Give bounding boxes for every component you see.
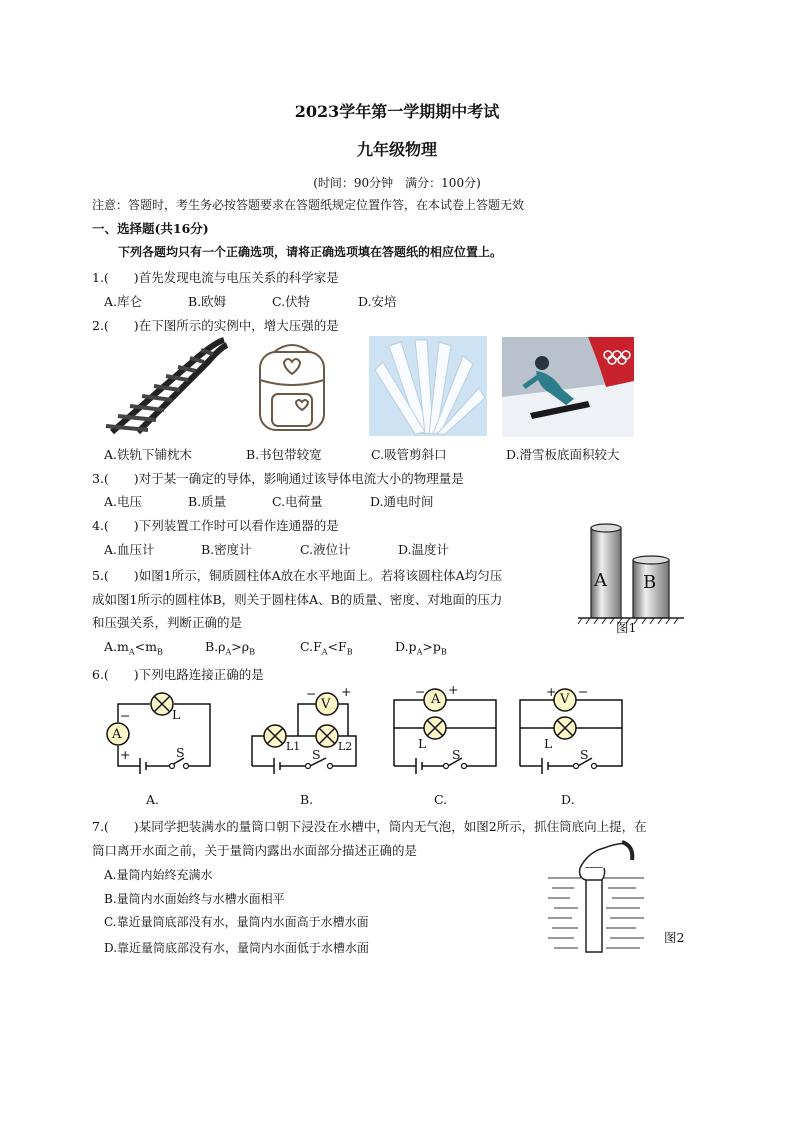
- circuit-d: [518, 688, 626, 780]
- question-stem-line1: 某同学把装满水的量筒口朝下浸没在水槽中，筒内无气泡，如图2所示，抓住筒底向上提，在: [138, 819, 647, 834]
- question-3: [92, 469, 464, 487]
- question-7-line2: 筒口离开水面之前，关于量筒内露出水面部分描述正确的是: [92, 843, 418, 858]
- plus-sign: +: [341, 684, 352, 699]
- q7-option-a: A.量筒内始终充满水: [104, 868, 213, 882]
- ammeter-label: A: [431, 692, 441, 707]
- q1-option-a: A.库仑: [104, 294, 143, 309]
- q6-option-a: A.: [146, 792, 160, 807]
- q5-option-d: $D.p_A>p_B$: [395, 639, 447, 657]
- q6-option-b: B.: [300, 792, 314, 807]
- lamp-label: L: [418, 736, 427, 751]
- question-number: 4.( ): [92, 518, 139, 533]
- q5-option-b: $B.\rho_A>\rho_B$: [205, 639, 256, 657]
- switch-label: S: [312, 747, 321, 762]
- cylinder-b-label: B: [643, 572, 657, 593]
- q3-option-a: A.电压: [104, 494, 143, 509]
- ammeter-label: A: [112, 727, 122, 742]
- notice: 注意：答题时，考生务必按答题要求在答题纸规定位置作答，在本试卷上答题无效: [92, 198, 525, 212]
- question-5-line2: 成如图1所示的圆柱体B，则关于圆柱体A、B的质量、密度、对地面的压力: [92, 592, 503, 607]
- q1-option-c: C.伏特: [272, 294, 311, 309]
- question-stem: 下列装置工作时可以看作连通器的是: [138, 518, 339, 533]
- snowboard-image: [502, 337, 634, 437]
- exam-title: 2023学年第一学期期中考试: [294, 102, 500, 121]
- cylinder-a-label: A: [594, 570, 607, 591]
- q2-option-a: A.铁轨下铺枕木: [104, 447, 193, 462]
- q6-option-c: C.: [434, 792, 448, 807]
- q7-option-b: B.量筒内水面始终与水槽水面相平: [104, 892, 285, 906]
- circuit-b: [250, 688, 362, 780]
- lamp1-label: L1: [286, 740, 301, 753]
- question-5: [92, 566, 502, 584]
- question-stem: 在下图所示的实例中，增大压强的是: [138, 318, 339, 333]
- q1-option-b: B.欧姆: [188, 294, 227, 309]
- section-heading: 一、选择题(共16分): [92, 221, 209, 236]
- q2-option-b: B.书包带较宽: [246, 447, 322, 462]
- question-stem: 首先发现电流与电压关系的科学家是: [138, 270, 339, 285]
- q7-option-c: C.靠近量筒底部没有水，量筒内水面高于水槽水面: [104, 915, 369, 929]
- figure-1-cylinders: [576, 522, 686, 626]
- minus-sign: −: [415, 684, 426, 699]
- q5-option-c: $C.F_A<F_B$: [300, 639, 353, 657]
- switch-label: S: [176, 745, 185, 760]
- q3-option-d: D.通电时间: [370, 494, 434, 509]
- q4-option-a: A.血压计: [104, 542, 155, 557]
- q3-option-c: C.电荷量: [272, 494, 323, 509]
- minus-sign: −: [120, 708, 131, 723]
- figure-1-caption: 图1: [616, 620, 637, 635]
- question-7: [92, 817, 647, 835]
- question-number: 3.( ): [92, 471, 139, 486]
- figure-2-caption: 图2: [664, 930, 685, 945]
- time-info: (时间：90分钟 满分：100分): [313, 176, 481, 190]
- question-stem: 对于某一确定的导体，影响通过该导体电流大小的物理量是: [138, 471, 464, 486]
- q2-option-c: C.吸管剪斜口: [371, 447, 447, 462]
- voltmeter-label: V: [321, 697, 331, 712]
- plus-sign: +: [120, 747, 131, 762]
- section-instruction: 下列各题均只有一个正确选项，请将正确选项填在答题纸的相应位置上。: [118, 245, 503, 259]
- circuit-c: [392, 688, 500, 780]
- lamp-label: L: [544, 736, 553, 751]
- question-number: 5.( ): [92, 568, 139, 583]
- lamp2-label: L2: [338, 740, 353, 753]
- voltmeter-label: V: [560, 692, 570, 707]
- straws-image: [369, 336, 487, 436]
- question-stem-line1: 如图1所示，铜质圆柱体A放在水平地面上。若将该圆柱体A均匀压: [138, 568, 503, 583]
- railway-track-image: [104, 336, 228, 434]
- q2-option-d: D.滑雪板底面积较大: [506, 447, 620, 462]
- question-stem: 下列电路连接正确的是: [138, 667, 264, 682]
- plus-sign: +: [546, 684, 557, 699]
- minus-sign: −: [578, 684, 589, 699]
- question-5-line3: 和压强关系，判断正确的是: [92, 615, 243, 630]
- q3-option-b: B.质量: [188, 494, 227, 509]
- question-number: 6.( ): [92, 667, 139, 682]
- question-number: 1.( ): [92, 270, 139, 285]
- question-number: 7.( ): [92, 819, 139, 834]
- lamp-label: L: [172, 707, 181, 722]
- question-number: 2.( ): [92, 318, 139, 333]
- minus-sign: −: [306, 686, 317, 701]
- question-6: [92, 665, 264, 683]
- backpack-image: [244, 338, 340, 434]
- exam-subtitle: 九年级物理: [356, 140, 437, 159]
- q7-option-d: D.靠近量筒底部没有水，量筒内水面低于水槽水面: [104, 941, 370, 955]
- question-1: [92, 268, 339, 286]
- q4-option-d: D.温度计: [398, 542, 450, 557]
- q5-option-a: $A.m_A<m_B$: [104, 639, 163, 657]
- q4-option-b: B.密度计: [201, 542, 252, 557]
- q6-option-d: D.: [561, 792, 575, 807]
- question-4: [92, 516, 339, 534]
- plus-sign: +: [448, 682, 459, 697]
- switch-label: S: [452, 747, 461, 762]
- q1-option-d: D.安培: [358, 294, 397, 309]
- switch-label: S: [580, 747, 589, 762]
- question-2: [92, 316, 339, 334]
- q4-option-c: C.液位计: [300, 542, 351, 557]
- figure-2-cylinder-in-water: [544, 838, 656, 956]
